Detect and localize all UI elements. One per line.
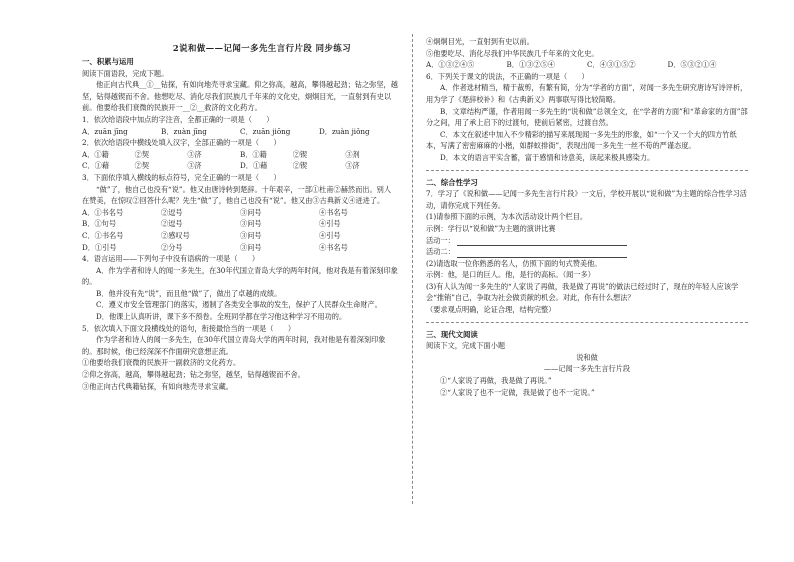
activity-2-row <box>426 246 748 258</box>
option-part: C．①书名号 <box>82 230 124 240</box>
option-part: ③济 <box>187 149 202 159</box>
option-part: ②分号 <box>161 242 183 252</box>
question-3-option-b[interactable] <box>82 218 398 230</box>
activity-1-answer-line[interactable] <box>457 237 627 246</box>
instruction: 阅读下面语段，完成下题。 <box>82 68 169 78</box>
question-4: 4．语言运用——下列句子中没有语病的一项是（ ） <box>82 254 260 264</box>
option-part: ②锲 <box>292 149 308 159</box>
page-title: 2说和做——记闻一多先生言行片段 同步练习 <box>172 43 352 53</box>
question-7: 7．学习了《说和做——记闻一多先生言行片段》一文后，学校开展以“说和做”为主题的综合性学习活动，请你完成下列任务。 <box>426 189 747 210</box>
option[interactable]: B．zuàn jīng <box>161 126 207 136</box>
question-2-options-row1 <box>82 149 398 161</box>
question-3-option-a[interactable] <box>82 207 398 219</box>
sub-question: (3)有人认为闻一多先生的“人家说了再做，我是做了再说”的做法已经过时了，现在的年轻人应该学会“推销”自己，争取为社会做贡献的机会。对此，你有什么想法？ <box>426 281 739 303</box>
reading-paragraph: ①“人家说了再做，我是做了再说。” <box>440 376 552 386</box>
question-5-options <box>426 59 748 71</box>
option-part: ②感叹号 <box>161 230 190 240</box>
option-part: ③济 <box>345 161 360 171</box>
question-3: 3．下面依序填入横线的标点符号，完全正确的一项是（ ） <box>82 172 281 182</box>
option[interactable]: D．本文的语言平实含蓄，富于感情和诗意美，读起来极具感染力。 <box>440 152 655 162</box>
example: 示例：学行以“说和做”为主题的演讲比赛 <box>426 223 556 233</box>
option[interactable]: A．作为学者和诗人的闻一多先生，在30年代国立青岛大学的两年时间，他对我是有着深刻印象的。 <box>82 265 398 287</box>
option[interactable]: B．①③②⑤④ <box>506 60 555 70</box>
option[interactable]: C．④③①⑤② <box>587 60 636 70</box>
passage: 他正向古代典__①__钻探，有如向地壳寻求宝藏。仰之弥高，越高，攀得越起劲；钻之弥坚，越坚，钻得越锲而不舍。他想吃尽、消化尽我们民族几千年来的文化史，炯烔目光，一直射到有史以前。他要给我们衰微的民族开一__②__救济的文化药方。 <box>82 80 398 113</box>
question-2-options-row2 <box>82 160 398 172</box>
option-part: ③剂 <box>345 149 360 159</box>
option-part: ③问号 <box>240 230 262 240</box>
option[interactable]: B．①籍 <box>240 149 267 159</box>
instruction: 阅读下文，完成下面小题 <box>426 341 506 351</box>
reading-paragraph: ②“人家说了也不一定做，我是做了也不一定说。” <box>440 387 595 397</box>
example: 示例：他，是口的巨人。他，是行的高标。（闻一多） <box>426 270 595 280</box>
option-part: ③济 <box>187 161 202 171</box>
option-part: ③问号 <box>240 207 262 217</box>
sub-question: (1)请参照下面的示例，为本次活动设计两个栏目。 <box>426 212 588 222</box>
option-part: D．①引号 <box>82 242 117 252</box>
option[interactable]: C．zuān jiōng <box>240 126 291 136</box>
option[interactable]: C．本文在叙述中加入不少精彩的描写来展现闻一多先生的形象，如“一个又一个大的四方竹纸本，写满了密密麻麻的小楷，如群蚁排衙”，表现出闻一多先生一丝不苟的严谨态度。 <box>426 129 737 151</box>
requirement: （要求观点明确，论证合理，结构完整） <box>426 305 556 315</box>
left-column <box>82 56 398 392</box>
list-item: ⑤他要吃尽、消化尽我们中华民族几千年来的文化史。 <box>426 48 599 58</box>
question-1: 1．依次给语段中加点的字注音，全都正确的一项是（ ） <box>82 114 274 124</box>
option-part: ②契 <box>134 161 150 171</box>
option-part: ②逗号 <box>161 219 183 229</box>
question-5: 5．依次填入下面文段横线处的语句，衔接最恰当的一项是（ ） <box>82 323 296 333</box>
option-part: A．①书名号 <box>82 207 124 217</box>
question-5-passage: 作为学者和诗人的闻一多先生，在30年代国立青岛大学的两年时间，我对他是有着深刻印象的。那时候，他已经深深不作面研究意想正流。 <box>82 335 386 356</box>
section-divider <box>426 170 748 171</box>
question-3-option-d[interactable] <box>82 242 398 254</box>
question-6: 6．下列关于课文的说法，不正确的一项是（ ） <box>426 71 589 81</box>
section-heading: 二、综合性学习 <box>426 177 478 187</box>
option-part: ③问号 <box>240 242 262 252</box>
right-column <box>426 36 748 398</box>
sub-question: (2)请选取一位你熟悉的名人，仿照下面的句式赞美他。 <box>426 258 602 268</box>
section-divider <box>426 322 748 323</box>
option-part: ④引号 <box>319 219 341 229</box>
section-heading: 一、积累与运用 <box>82 57 134 66</box>
section-heading: 三、现代文阅读 <box>426 329 478 339</box>
option[interactable]: A．作者选材精当，精于裁剪，有繁有简，分为“学者的方面”，对闻一多先生研究唐诗写诗评析，用为学了《楚辞校补》和《古典新义》两事联写得比较简略。 <box>426 83 748 104</box>
option[interactable]: B．他并没有先“说”，而且他“做”了，做出了卓越的成绩。 <box>96 288 282 298</box>
activity-label: 活动二： <box>426 247 455 257</box>
option[interactable]: C．①藉 <box>82 161 110 171</box>
list-item: ①他要给我们衰微的民族开一副救济的文化药方。 <box>82 358 241 368</box>
question-1-options <box>82 126 398 138</box>
option-part: ②契 <box>134 149 150 159</box>
option-part: ②锲 <box>292 161 308 171</box>
reading-subtitle: ——记闻一多先生言行片段 <box>543 364 631 374</box>
option[interactable]: B．文章结构严谨，作者用闻一多先生的“说和做”总领全文，在“学者的方面”和“革命家的方面”部分之间，用了承上启下的过渡句，使前后紧密，过渡自然。 <box>426 106 748 128</box>
option-part: ②逗号 <box>161 207 183 217</box>
option[interactable]: D．⑤③②①④ <box>667 60 717 70</box>
activity-1-row <box>426 235 748 247</box>
list-item: ③他正向古代典籍钻探，有如向地壳寻求宝藏。 <box>82 381 233 391</box>
option[interactable]: D．①藉 <box>240 161 268 171</box>
option[interactable]: D．zuàn jiǒng <box>319 126 370 136</box>
option[interactable]: A．zuān jīng <box>82 126 128 136</box>
option[interactable]: C．遵义市安全管理部门的落实，遏制了各类安全事故的发生，保护了人民群众生命财产。 <box>96 300 382 310</box>
option-part: ④书名号 <box>319 207 348 217</box>
question-3-passage: “做”了，他自己也没有“说”。他又由唐诗转到楚辞。十年艰辛，一部①杜甫②赫然而出。别人在赞美，在惊叹②回答什么呢？先生“做”了，他自己也没有“说”。他又由③古典新义④迸进了。 <box>82 184 392 206</box>
option-part: ④书名号 <box>319 242 348 252</box>
question-3-option-c[interactable] <box>82 230 398 242</box>
activity-label: 活动一： <box>426 235 455 245</box>
activity-2-answer-line[interactable] <box>457 249 627 258</box>
option[interactable]: A．①籍 <box>82 149 109 159</box>
list-item: ②仰之弥高，越高，攀得越起劲；钻之弥坚，越坚，钻得越锲而不舍。 <box>82 370 305 380</box>
question-2: 2．依次给语段中横线处填入汉字，全部正确的一项是（ ） <box>82 138 281 148</box>
reading-title: 说和做 <box>576 352 598 362</box>
column-divider <box>412 34 413 504</box>
option[interactable]: D．他课上认真听讲，课下多不预卷。全班同学都在学习他这种学习不用功的。 <box>96 312 347 322</box>
option-part: ④引号 <box>319 230 341 240</box>
option[interactable]: A．①③②④⑤ <box>426 60 475 70</box>
option-part: ③问号 <box>240 219 262 229</box>
list-item: ④炯烔目光，一直射到有史以前。 <box>426 37 534 46</box>
option-part: B．①句号 <box>82 219 117 229</box>
